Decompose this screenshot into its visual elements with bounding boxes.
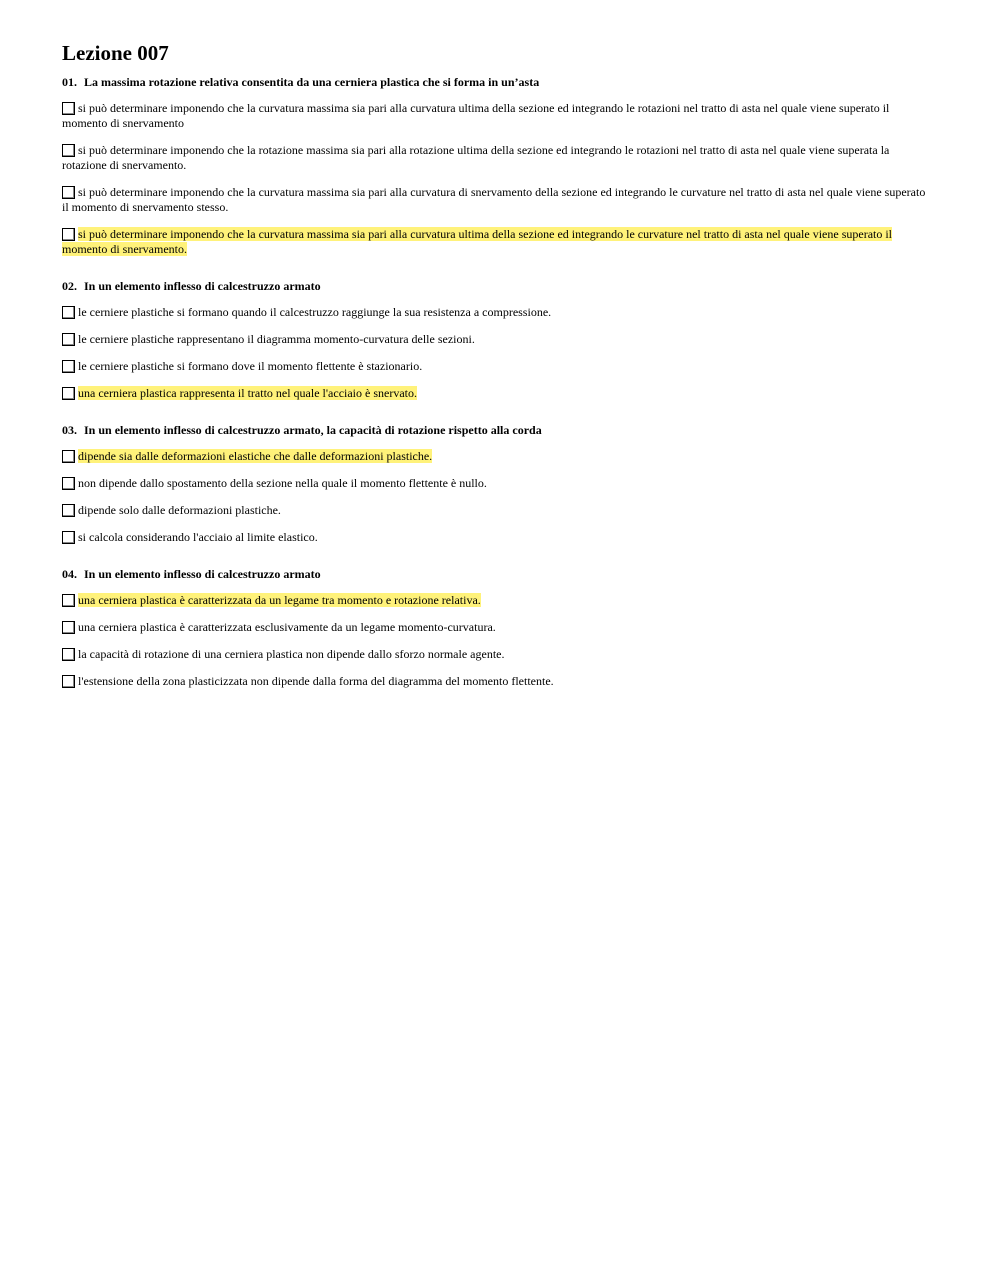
answer-option (62, 593, 930, 608)
page-title: Lezione 007 (62, 41, 169, 65)
answer-text: dipende solo dalle deformazioni plastiche. (78, 503, 281, 517)
answer-option (62, 359, 930, 374)
answer-checkbox[interactable] (62, 387, 75, 400)
question-2 (62, 279, 930, 401)
question-heading (62, 75, 930, 90)
answer-option (62, 227, 930, 257)
answer-text: una cerniera plastica è caratterizzata da un legame tra momento e rotazione relativa. (78, 593, 481, 607)
answer-checkbox[interactable] (62, 594, 75, 607)
question-text: In un elemento inflesso di calcestruzzo armato (84, 279, 321, 293)
answer-option (62, 503, 930, 518)
question-number: 01. (62, 75, 77, 89)
answer-text: le cerniere plastiche si formano dove il momento flettente è stazionario. (78, 359, 423, 373)
answer-option (62, 530, 930, 545)
answer-checkbox[interactable] (62, 228, 75, 241)
question-heading (62, 567, 930, 582)
answer-checkbox[interactable] (62, 477, 75, 490)
answer-text: si può determinare imponendo che la curvatura massima sia pari alla curvatura di snervamento della sezione ed integrando le curvature nel tratto di asta nel quale viene superato il momento di snervamento stesso. (62, 185, 926, 214)
answer-checkbox[interactable] (62, 675, 75, 688)
answer-option (62, 386, 930, 401)
answer-checkbox[interactable] (62, 648, 75, 661)
question-number: 04. (62, 567, 77, 581)
answer-checkbox[interactable] (62, 621, 75, 634)
answer-text: si può determinare imponendo che la curvatura massima sia pari alla curvatura ultima della sezione ed integrando le rotazioni nel tratto di asta nel quale viene superato il momento di snervamento (62, 101, 890, 130)
answer-text: si può determinare imponendo che la rotazione massima sia pari alla rotazione ultima della sezione ed integrando le rotazioni nel tratto di asta nel quale viene superata la rotazione di snervamento. (62, 143, 890, 172)
answer-text: non dipende dallo spostamento della sezione nella quale il momento flettente è nullo. (78, 476, 487, 490)
answer-option (62, 143, 930, 173)
question-number: 03. (62, 423, 77, 437)
question-3 (62, 423, 930, 545)
answer-option (62, 620, 930, 635)
answer-text: dipende sia dalle deformazioni elastiche che dalle deformazioni plastiche. (78, 449, 433, 463)
answer-checkbox[interactable] (62, 144, 75, 157)
document-content (62, 41, 930, 711)
answer-text: la capacità di rotazione di una cerniera plastica non dipende dallo sforzo normale agente. (78, 647, 505, 661)
answer-text: si può determinare imponendo che la curvatura massima sia pari alla curvatura ultima della sezione ed integrando le curvature nel tratto di asta nel quale viene superato il momento di snervamento. (62, 227, 893, 256)
answer-checkbox[interactable] (62, 450, 75, 463)
answer-checkbox[interactable] (62, 186, 75, 199)
answer-option (62, 647, 930, 662)
answer-text: si calcola considerando l'acciaio al limite elastico. (78, 530, 318, 544)
answer-checkbox[interactable] (62, 306, 75, 319)
question-heading (62, 423, 930, 438)
question-heading (62, 279, 930, 294)
answer-option (62, 305, 930, 320)
answer-text: le cerniere plastiche rappresentano il diagramma momento-curvatura delle sezioni. (78, 332, 475, 346)
answer-option (62, 476, 930, 491)
question-4 (62, 567, 930, 689)
answer-option (62, 674, 930, 689)
answer-text: le cerniere plastiche si formano quando il calcestruzzo raggiunge la sua resistenza a compressione. (78, 305, 552, 319)
question-number: 02. (62, 279, 77, 293)
answer-option (62, 185, 930, 215)
answer-checkbox[interactable] (62, 360, 75, 373)
answer-text: una cerniera plastica è caratterizzata esclusivamente da un legame momento-curvatura. (78, 620, 496, 634)
answer-option (62, 101, 930, 131)
answer-checkbox[interactable] (62, 504, 75, 517)
answer-checkbox[interactable] (62, 333, 75, 346)
question-text: In un elemento inflesso di calcestruzzo armato (84, 567, 321, 581)
answer-checkbox[interactable] (62, 531, 75, 544)
answer-text: l'estensione della zona plasticizzata non dipende dalla forma del diagramma del momento flettente. (78, 674, 554, 688)
answer-option (62, 449, 930, 464)
answer-option (62, 332, 930, 347)
question-1 (62, 75, 930, 257)
question-text: La massima rotazione relativa consentita da una cerniera plastica che si forma in un’asta (84, 75, 540, 89)
question-text: In un elemento inflesso di calcestruzzo armato, la capacità di rotazione rispetto alla corda (84, 423, 542, 437)
answer-checkbox[interactable] (62, 102, 75, 115)
answer-text: una cerniera plastica rappresenta il tratto nel quale l'acciaio è snervato. (78, 386, 417, 400)
